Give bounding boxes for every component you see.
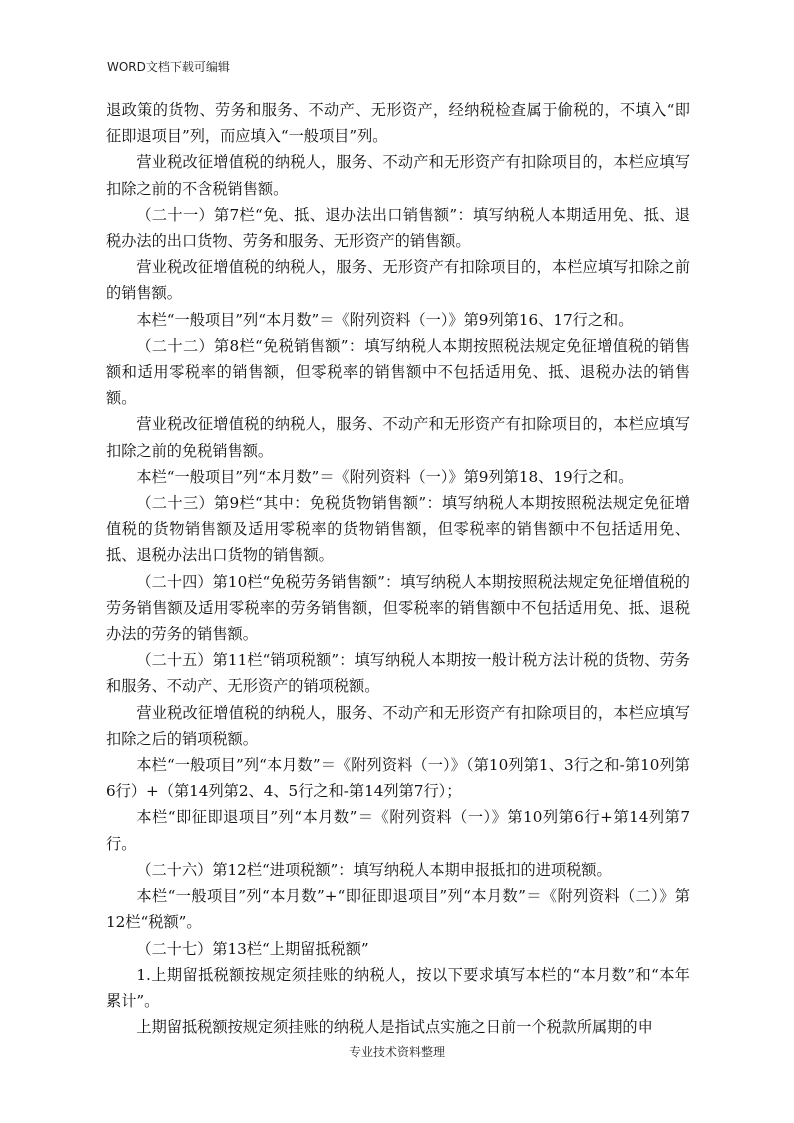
paragraph: 本栏“一般项目”列“本月数”+“即征即退项目”列“本月数”＝《附列资料（二）》第12栏“税额”。 bbox=[106, 887, 690, 932]
paragraph: 退政策的货物、劳务和服务、不动产、无形资产，经纳税检查属于偷税的，不填入“即征即退项目”列，而应填入“一般项目”列。 bbox=[106, 101, 690, 146]
paragraph: 本栏“即征即退项目”列“本月数”＝《附列资料（一）》第10列第6行+第14列第7行。 bbox=[106, 808, 690, 853]
page-footer: 专业技术资料整理 bbox=[348, 1045, 445, 1059]
paragraph: 本栏“一般项目”列“本月数”＝《附列资料（一）》第9列第18、19行之和。 bbox=[136, 467, 634, 486]
paragraph: 本栏“一般项目”列“本月数”＝《附列资料（一）》（第10列第1、3行之和-第10列第6行）+（第14列第2、4、5行之和-第14列第7行）； bbox=[106, 756, 690, 801]
paragraph: （二十三）第9栏“其中：免税货物销售额”：填写纳税人本期按照税法规定免征增值税的货物销售额及适用零税率的货物销售额，但零税率的销售额中不包括适用免、抵、退税办法出口货物的销售额。 bbox=[106, 494, 690, 565]
paragraph: 营业税改征增值税的纳税人，服务、不动产和无形资产有扣除项目的，本栏应填写扣除之后的销项税额。 bbox=[106, 703, 690, 748]
paragraph: （二十四）第10栏“免税劳务销售额”：填写纳税人本期按照税法规定免征增值税的劳务销售额及适用零税率的劳务销售额，但零税率的销售额中不包括适用免、抵、退税办法的劳务的销售额。 bbox=[106, 572, 690, 644]
paragraph: （二十二）第8栏“免税销售额”：填写纳税人本期按照税法规定免征增值税的销售额和适用零税率的销售额，但零税率的销售额中不包括适用免、抵、退税办法的销售额。 bbox=[106, 336, 690, 408]
paragraph: （二十六）第12栏“进项税额”：填写纳税人本期申报抵扣的进项税额。 bbox=[136, 860, 612, 879]
paragraph: （二十七）第13栏“上期留抵税额” bbox=[136, 939, 369, 958]
document-body bbox=[106, 97, 690, 1040]
paragraph: （二十一）第7栏“免、抵、退办法出口销售额”：填写纳税人本期适用免、抵、退税办法的出口货物、劳务和服务、无形资产的销售额。 bbox=[106, 205, 690, 251]
paragraph: 上期留抵税额按规定须挂账的纳税人是指试点实施之日前一个税款所属期的申 bbox=[136, 1018, 653, 1037]
paragraph: （二十五）第11栏“销项税额”：填写纳税人本期按一般计税方法计税的货物、劳务和服务、不动产、无形资产的销项税额。 bbox=[106, 651, 690, 696]
paragraph: 营业税改征增值税的纳税人，服务、不动产和无形资产有扣除项目的，本栏应填写扣除之前的不含税销售额。 bbox=[106, 153, 690, 198]
paragraph: 1.上期留抵税额按规定须挂账的纳税人，按以下要求填写本栏的“本月数”和“本年累计”。 bbox=[106, 965, 690, 1010]
paragraph: 本栏“一般项目”列“本月数”＝《附列资料（一）》第9列第16、17行之和。 bbox=[136, 310, 634, 329]
paragraph: 营业税改征增值税的纳税人，服务、无形资产有扣除项目的，本栏应填写扣除之前的销售额。 bbox=[106, 258, 690, 303]
paragraph: 营业税改征增值税的纳税人，服务、不动产和无形资产有扣除项目的，本栏应填写扣除之前的免税销售额。 bbox=[106, 415, 690, 460]
page-header: WORD文档下载可编辑 bbox=[107, 60, 230, 74]
